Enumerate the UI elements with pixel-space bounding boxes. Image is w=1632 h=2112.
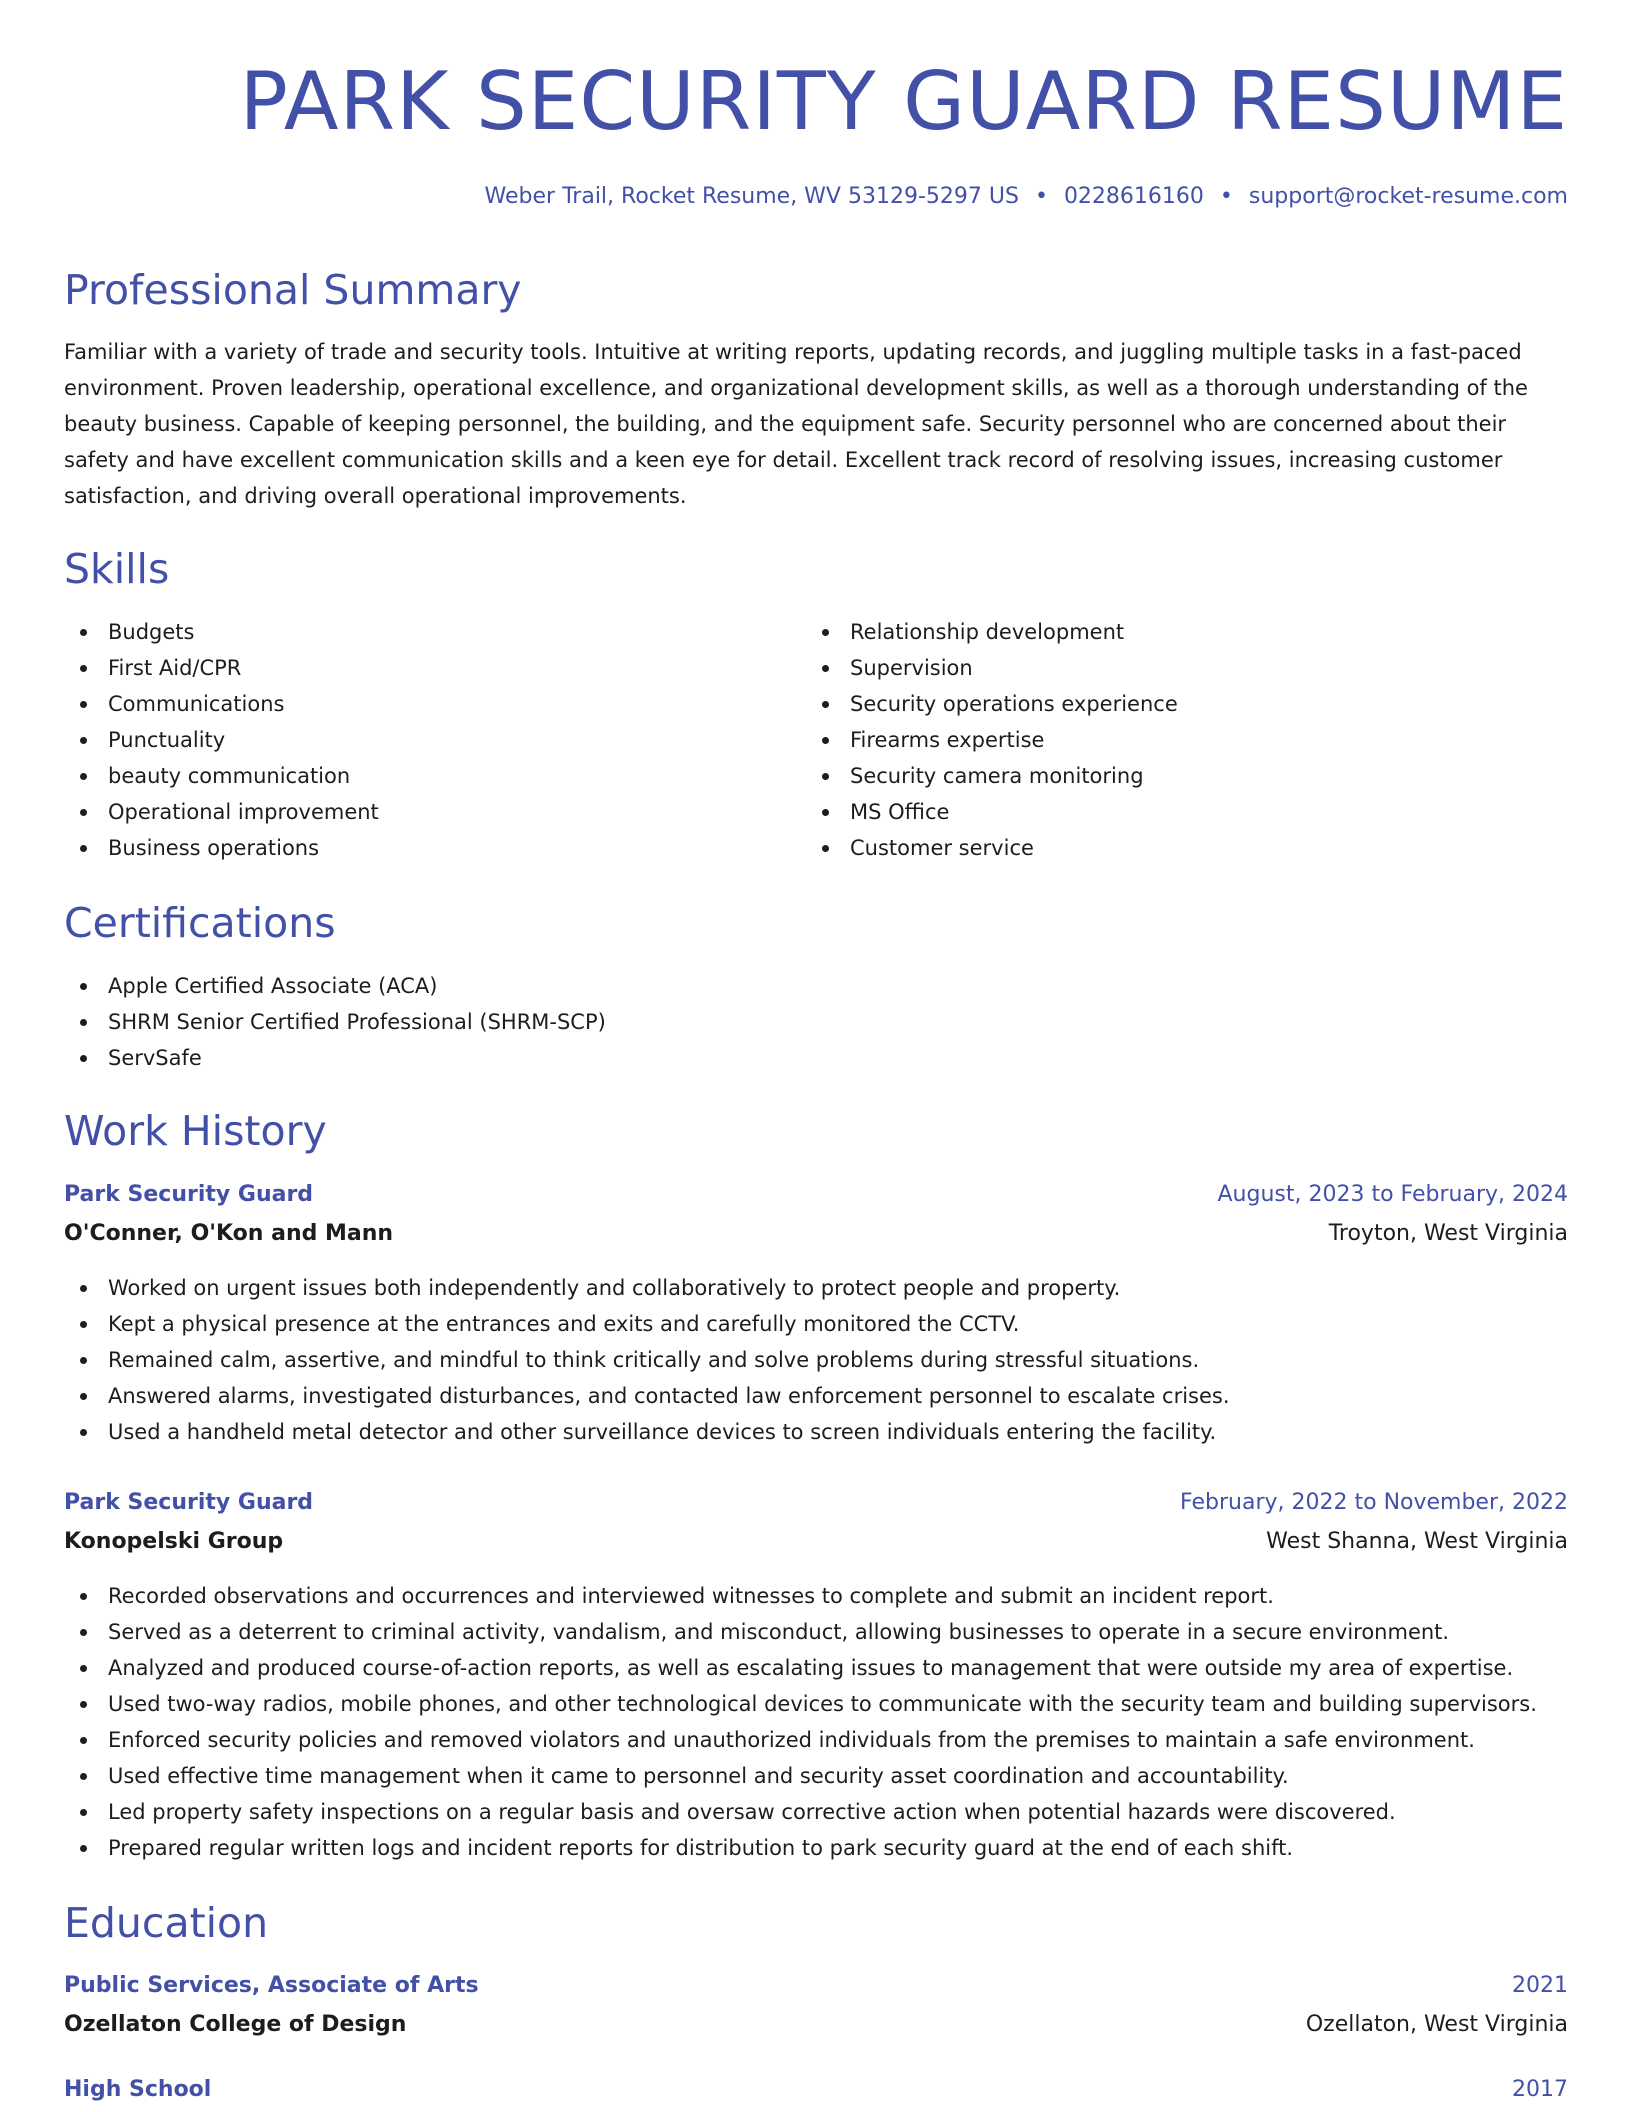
list-item: Budgets: [64, 614, 379, 650]
list-item: Worked on urgent issues both independently and collaboratively to protect people and property.: [64, 1270, 1230, 1306]
list-item: Business operations: [64, 830, 379, 866]
resume-title: PARK SECURITY GUARD RESUME: [239, 55, 1568, 148]
list-item: Remained calm, assertive, and mindful to think critically and solve problems during stressful situations.: [64, 1342, 1230, 1378]
list-item: Apple Certified Associate (ACA): [64, 968, 606, 1004]
summary-text: Familiar with a variety of trade and security tools. Intuitive at writing reports, updating records, and juggling multiple tasks in a fast-paced environment. Proven leadership, operational excellence, and organizational development skills, as well as a thorough understanding of the beauty business. Capable of keeping personnel, the building, and the equipment safe. Security personnel who are concerned about their safety and have excellent communication skills and a keen eye for detail. Excellent track record of resolving issues, increasing customer satisfaction, and driving overall operational improvements.: [64, 340, 1528, 508]
list-item: First Aid/CPR: [64, 650, 379, 686]
work-history-heading: Work History: [64, 1107, 327, 1155]
education-year: 2021: [1512, 1973, 1568, 1998]
education-heading: Education: [64, 1899, 269, 1947]
education-degree: Public Services, Associate of Arts: [64, 1973, 479, 1998]
job-bullets: [64, 1270, 1230, 1450]
job-location: West Shanna, West Virginia: [1266, 1529, 1568, 1554]
job-dates: August, 2023 to February, 2024: [1217, 1182, 1568, 1207]
list-item: Prepared regular written logs and incident reports for distribution to park security guard at the end of each shift.: [64, 1830, 1537, 1866]
contact-separator: •: [1219, 184, 1233, 209]
list-item: Firearms expertise: [806, 722, 1178, 758]
contact-phone: 0228616160: [1063, 184, 1204, 209]
list-item: MS Office: [806, 794, 1178, 830]
resume-page: [64, 0, 1568, 2112]
job-dates: February, 2022 to November, 2022: [1180, 1490, 1568, 1515]
job-company: Konopelski Group: [64, 1529, 284, 1554]
list-item: ServSafe: [64, 1040, 606, 1076]
contact-line: [485, 180, 1568, 214]
list-item: SHRM Senior Certified Professional (SHRM-SCP): [64, 1004, 606, 1040]
list-item: Enforced security policies and removed violators and unauthorized individuals from the premises to maintain a safe environment.: [64, 1722, 1537, 1758]
job-title: Park Security Guard: [64, 1182, 314, 1207]
list-item: Served as a deterrent to criminal activity, vandalism, and misconduct, allowing businesses to operate in a secure environment.: [64, 1614, 1537, 1650]
list-item: Answered alarms, investigated disturbances, and contacted law enforcement personnel to escalate crises.: [64, 1378, 1230, 1414]
list-item: Recorded observations and occurrences and interviewed witnesses to complete and submit an incident report.: [64, 1578, 1537, 1614]
list-item: Analyzed and produced course-of-action reports, as well as escalating issues to management that were outside my area of expertise.: [64, 1650, 1537, 1686]
job-title: Park Security Guard: [64, 1490, 314, 1515]
skills-list-left: [64, 614, 379, 866]
skills-heading: Skills: [64, 545, 170, 593]
job-company: O'Conner, O'Kon and Mann: [64, 1221, 394, 1246]
certifications-list: [64, 968, 606, 1076]
education-degree: High School: [64, 2077, 212, 2102]
job-location: Troyton, West Virginia: [1328, 1221, 1568, 1246]
contact-email[interactable]: support@rocket-resume.com: [1248, 184, 1568, 209]
list-item: Punctuality: [64, 722, 379, 758]
contact-separator: •: [1034, 184, 1048, 209]
list-item: Supervision: [806, 650, 1178, 686]
list-item: Relationship development: [806, 614, 1178, 650]
list-item: Led property safety inspections on a regular basis and oversaw corrective action when potential hazards were discovered.: [64, 1794, 1537, 1830]
list-item: Used a handheld metal detector and other surveillance devices to screen individuals entering the facility.: [64, 1414, 1230, 1450]
list-item: Security operations experience: [806, 686, 1178, 722]
education-school: Ozellaton College of Design: [64, 2012, 407, 2037]
summary-heading: Professional Summary: [64, 266, 522, 314]
skills-list-right: [806, 614, 1178, 866]
list-item: Operational improvement: [64, 794, 379, 830]
list-item: Security camera monitoring: [806, 758, 1178, 794]
certifications-heading: Certifications: [64, 899, 336, 947]
contact-address: Weber Trail, Rocket Resume, WV 53129-5297 US: [484, 184, 1019, 209]
list-item: Customer service: [806, 830, 1178, 866]
list-item: Used two-way radios, mobile phones, and other technological devices to communicate with the security team and building supervisors.: [64, 1686, 1537, 1722]
education-year: 2017: [1512, 2077, 1568, 2102]
education-location: Ozellaton, West Virginia: [1305, 2012, 1568, 2037]
list-item: Communications: [64, 686, 379, 722]
list-item: Kept a physical presence at the entrances and exits and carefully monitored the CCTV.: [64, 1306, 1230, 1342]
list-item: beauty communication: [64, 758, 379, 794]
job-bullets: [64, 1578, 1537, 1866]
list-item: Used effective time management when it came to personnel and security asset coordination and accountability.: [64, 1758, 1537, 1794]
